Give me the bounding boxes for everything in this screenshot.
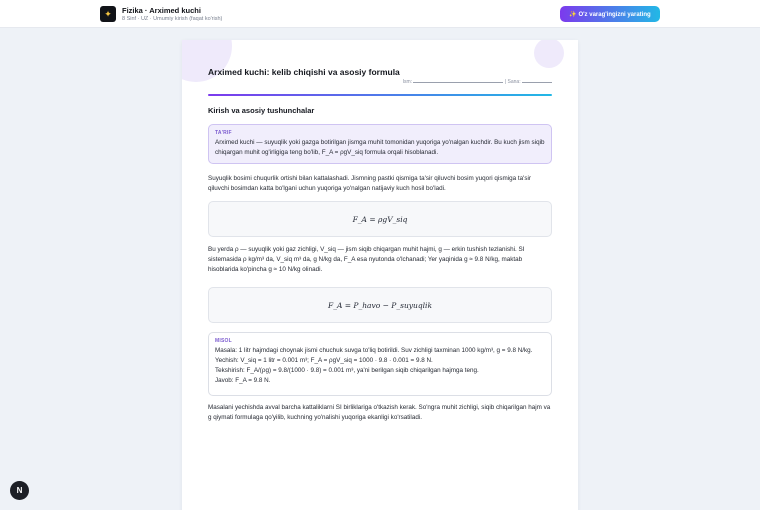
sparkle-icon: ✦ bbox=[100, 6, 116, 22]
app-title: Fizika · Arximed kuchi bbox=[122, 6, 201, 15]
worksheet-page bbox=[182, 40, 578, 510]
app-subtitle: 8 Sinf · UZ · Umumiy kirish (faqat ko'rish) bbox=[122, 16, 223, 22]
floating-action-button[interactable]: N bbox=[10, 481, 29, 500]
paragraph-2: Bu yerda ρ — suyuqlik yoki gaz zichligi, V_siq — jism siqib chiqargan muhit hajmi, g — erkin tushish tezlanishi. SI sistemasida ρ kg/m³ da, V_siq m³ da, g N/kg da, F_A esa nyutonda o'lchanadi; Yer yaqinida g ≈ 9.8 N/kg, maktab hisoblarida ko'pincha g ≈ 10 N/kg olinadi. bbox=[208, 246, 525, 274]
section-title: Kirish va asosiy tushunchalar bbox=[208, 106, 315, 115]
example-line-2: Tekshirish: F_A/(ρg) = 9.8/(1000 · 9.8) = 0.001 m³, ya'ni berilgan siqib chiqarilgan hajmga teng. bbox=[215, 366, 479, 374]
example-line-3: Javob: F_A = 9.8 N. bbox=[215, 376, 271, 384]
formula-box-1 bbox=[208, 201, 552, 237]
definition-text: Arximed kuchi — suyuqlik yoki gazga botirilgan jismga muhit tomonidan yuqoriga yo'nalgan kuchdir. Bu kuch jism siqib chiqargan muhit og'irligiga teng bo'lib, F_A = ρgV_siq formula orqali hisoblanadi. bbox=[215, 139, 545, 156]
decorative-blob bbox=[534, 40, 564, 68]
date-label: | Sana: bbox=[504, 79, 521, 85]
gradient-divider bbox=[208, 94, 552, 96]
top-bar bbox=[0, 0, 760, 28]
name-label: Ism: bbox=[402, 79, 413, 85]
name-date-row bbox=[403, 79, 552, 85]
paragraph-1: Suyuqlik bosimi chuqurlik ortishi bilan kattalashadi. Jismning pastki qismiga ta'sir qiluvchi bosim yuqori qismiga ta'sir qiluvchi bosimdan katta bo'lgani uchun yuqoriga yo'nalgan natijaviy kuch hosil bo'ladi. bbox=[208, 175, 531, 193]
formula-2: F_A = P_havo − P_suyuqlik bbox=[327, 300, 432, 310]
definition-box bbox=[208, 124, 552, 164]
date-line bbox=[522, 82, 552, 83]
definition-tag: TA'RIF bbox=[215, 130, 232, 136]
create-worksheet-button[interactable]: ✨ O'z varag'ingizni yarating bbox=[560, 6, 660, 22]
example-line-1: Masala: 1 litr hajmdagi choynak jismi chuchuk suvga to'liq botirildi. Suv zichligi taxminan 1000 kg/m³, g = 9.8 N/kg. Yechish: V_siq = 1 litr = 0.001 m³; F_A = ρgV_siq = 1000 · 9.8 · 0.001 = 9.8 N. bbox=[215, 347, 533, 364]
example-box bbox=[208, 332, 552, 396]
paragraph-3: Masalani yechishda avval barcha kattaliklarni SI birliklariga o'tkazish kerak. So'ngra muhit zichligi, siqib chiqarilgan hajm va g qiymati formulaga qo'yilib, kuchning yo'nalishi yuqoriga ekanligi ko'rsatiladi. bbox=[208, 404, 551, 422]
formula-box-2 bbox=[208, 287, 552, 323]
name-line bbox=[413, 82, 503, 83]
example-tag: MISOL bbox=[215, 338, 232, 344]
formula-1: F_A = ρgV_siq bbox=[352, 214, 408, 224]
page-title: Arximed kuchi: kelib chiqishi va asosiy formula bbox=[208, 67, 400, 77]
